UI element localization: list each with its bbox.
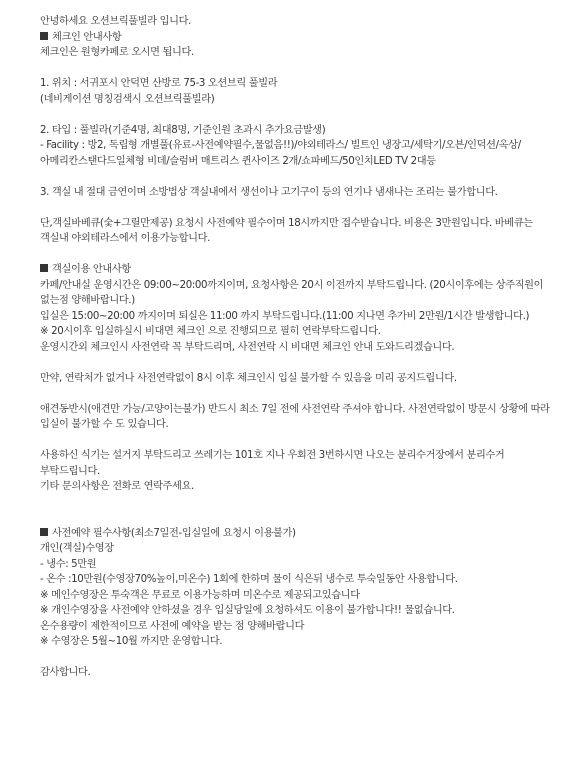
bbq-text: 단,객실바베큐(숯+그릴만제공) 요청시 사전예약 필수이며 18시까지만 접수받습니다. 비용은 3만원입니다. 바베큐는 객실내 야외테라스에서 이용가능합니다. xyxy=(40,217,533,244)
greeting-text: 안녕하세요 오션브릭풀빌라 입니다. xyxy=(40,16,192,27)
thanks-text: 감사합니다. xyxy=(40,667,91,678)
facility-text: - Facility : 방2, 독립형 개별풀(유료-사전예약필수,물없음!!)/야외테라스/ 빌트인 냉장고/세탁기/오븐/인덕션/옥상/ 아메리칸스탠다드일체형 비데/슬럼버 매트리스 퀸사이즈 2개/쇼파베드/50인치LED TV 2대등 xyxy=(40,140,521,167)
inquiry-text: 기타 문의사항은 전화로 연락주세요. xyxy=(40,481,194,492)
type-text: 2. 타입 : 풀빌라(기준4명, 최대8명, 기준인원 초과시 추가요금발생) xyxy=(40,124,326,136)
pets-text: 애견동반시(애견만 가능/고양이는불가) 반드시 최소 7일 전에 사전연락 주셔야 합니다. 사전연락없이 방문시 상황에 따라 입실이 불가할 수 도 있습니다. xyxy=(40,403,550,430)
cafe-hours-text: 카페/안내실 운영시간은 09:00~20:00까지이며, 요청사항은 20시 이전까지 부탁드립니다. (20시이후에는 상주직원이 없는점 양해바랍니다.) xyxy=(40,279,544,306)
season-text: ※ 수영장은 5월~10월 까지만 운영합니다. xyxy=(40,636,223,647)
checkin-heading: 체크인 안내사항 xyxy=(40,30,559,46)
after-hours-text: 운영시간외 체크인시 사전연락 꼭 부탁드리며, 사전연락 시 비대면 체크인 안내 도와드리겠습니다. xyxy=(40,341,455,353)
location-text: 1. 위치 : 서귀포시 안덕면 산방로 75-3 오션브릭 풀빌라 xyxy=(40,78,278,89)
cold-water-text: - 냉수: 5만원 xyxy=(40,558,97,570)
pool-heading: 사전예약 필수사항(최소7일전-입실일에 요청시 이용불가) xyxy=(40,526,559,542)
warm-water-text: - 온수 :10만원(수영장70%높이,미온수) 1회에 한하며 물이 식은뒤 냉수로 투숙일동안 사용합니다. xyxy=(40,574,458,585)
pool-title-text: 개인(객실)수영장 xyxy=(40,543,114,554)
main-pool-text: ※ 메인수영장은 투숙객은 무료로 이용가능하며 미온수로 제공되고있습니다 xyxy=(40,589,360,601)
room-heading: 객실이용 안내사항 xyxy=(40,262,559,278)
checkin-place-text: 체크인은 원형카페로 오시면 됩니다. xyxy=(40,47,194,58)
no-contact-text: 만약, 연락처가 없거나 사전연락없이 8시 이후 체크인시 입실 불가할 수 있음을 미리 공지드립니다. xyxy=(40,372,457,384)
dishes-text: 사용하신 식기는 설거지 부탁드리고 쓰레기는 101호 지나 우회전 3번하시면 나오는 분리수거장에서 분리수거 부탁드립니다. xyxy=(40,450,505,477)
square-bullet-icon xyxy=(40,264,48,272)
square-bullet-icon xyxy=(40,32,48,40)
checkin-time-text: 입실은 15:00~20:00 까지이며 퇴실은 11:00 까지 부탁드립니다.(11:00 지나면 추가비 2만원/1시간 발생합니다.) xyxy=(40,310,530,322)
no-request-text: ※ 개인수영장을 사전예약 안하셨을 경우 입실당일에 요청하셔도 이용이 불가합니다!! 물없습니다. xyxy=(40,605,455,616)
square-bullet-icon xyxy=(40,528,48,536)
late-checkin-text: ※ 20시이후 입실하실시 비대면 체크인 으로 진행되므로 필히 연락부탁드립니다. xyxy=(40,326,381,337)
limited-text: 온수용량이 제한적이므로 사전에 예약을 받는 점 양해바랍니다 xyxy=(40,620,305,632)
navigation-text: (네비게이션 명칭검색시 오션브릭풀빌라) xyxy=(40,93,215,105)
no-smoking-text: 3. 객실 내 절대 금연이며 소방법상 객실내에서 생선이나 고기구이 등의 연기나 냄새나는 조리는 불가합니다. xyxy=(40,186,498,198)
